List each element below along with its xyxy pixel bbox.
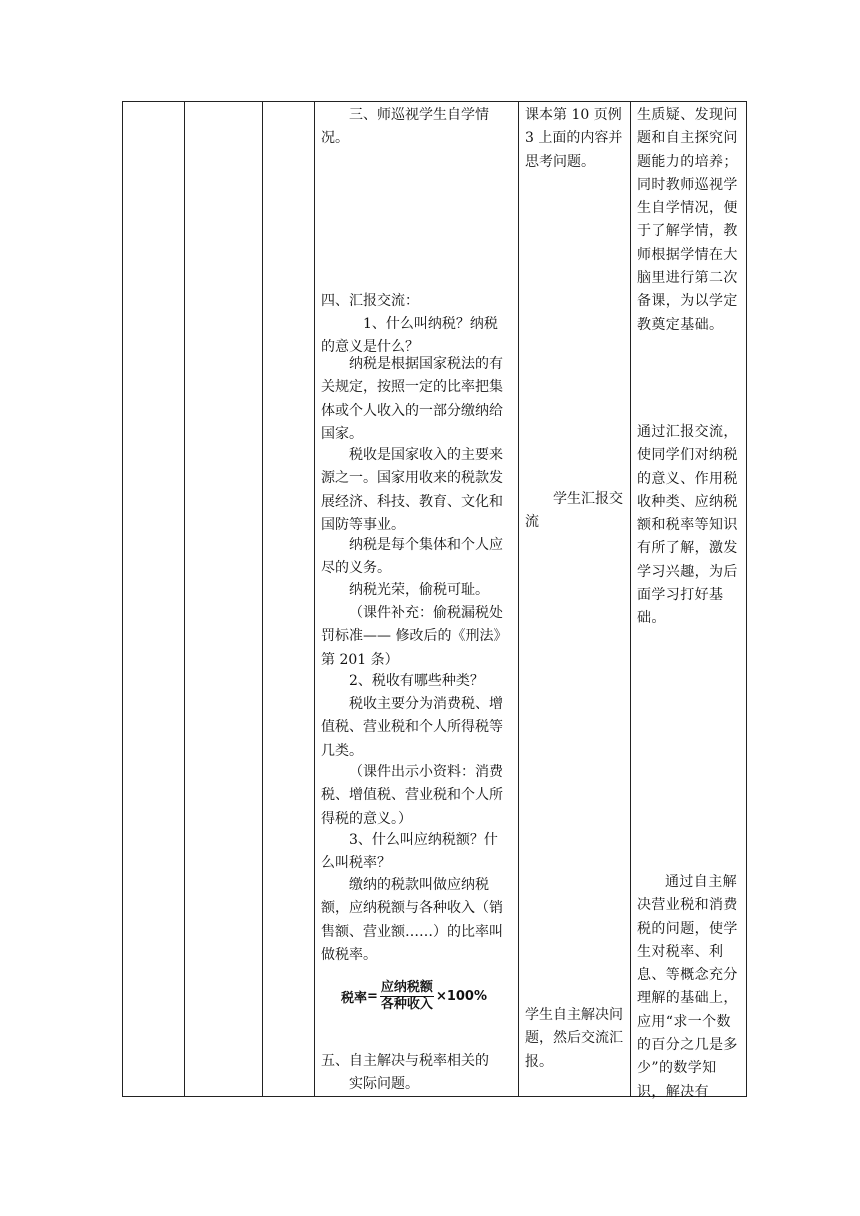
intent-solve: 通过自主解决营业税和消费税的问题，使学生对税率、利息、等概念充分理解的基础上，应用“求一个数的百分之几是多少”的数学知识，解决有 bbox=[637, 874, 738, 1100]
tax-rate-definition: 缴纳的税款叫做应纳税额，应纳税额与各种收入（销售额、营业额……）的比率叫做税率。 bbox=[321, 877, 503, 963]
formula-lhs: 税率 bbox=[341, 991, 368, 1006]
step-three-text: 三、师巡视学生自学情况。 bbox=[321, 107, 489, 147]
courseware-supplement: （课件补充：偷税漏税处罚标准—— 修改后的《刑法》第 201 条） bbox=[321, 605, 508, 668]
student-solve: 学生自主解决问题，然后交流汇报。 bbox=[525, 1007, 623, 1070]
empty-cell-2 bbox=[185, 102, 263, 1097]
tax-types: 税收主要分为消费税、增值税、营业税和个人所得税等几类。 bbox=[321, 696, 503, 759]
courseware-material: （课件出示小资料：消费税、增值税、营业税和个人所得税的意义。） bbox=[321, 764, 503, 827]
tax-rate-formula bbox=[341, 980, 487, 1013]
empty-cell-3 bbox=[263, 102, 315, 1097]
question-three: 3、什么叫应纳税额？什么叫税率？ bbox=[321, 832, 498, 872]
teaching-process-cell bbox=[315, 102, 519, 1097]
intent-report: 通过汇报交流，使同学们对纳税的意义、作用税收种类、应纳税额和税率等知识有所了解，激发学习兴趣，为后面学习打好基础。 bbox=[637, 424, 738, 627]
tax-definition: 纳税是根据国家税法的有关规定，按照一定的比率把集体或个人收入的一部分缴纳给国家。 bbox=[321, 356, 503, 442]
student-activity-cell bbox=[519, 102, 631, 1097]
step-five-heading-cont: 实际问题。 bbox=[349, 1076, 419, 1092]
lesson-plan-table bbox=[122, 101, 747, 1100]
tax-honor: 纳税光荣，偷税可耻。 bbox=[349, 582, 489, 598]
formula-fraction bbox=[380, 980, 434, 1013]
empty-cell-1 bbox=[123, 102, 185, 1097]
formula-numerator: 应纳税额 bbox=[380, 980, 433, 995]
formula-equals: = bbox=[367, 989, 378, 1004]
tax-source: 税收是国家收入的主要来源之一。国家用收来的税款发展经济、科技、教育、文化和国防等事业。 bbox=[321, 447, 503, 533]
question-one: 1、什么叫纳税？纳税的意义是什么？ bbox=[321, 316, 498, 356]
question-two: 2、税收有哪些种类？ bbox=[349, 673, 484, 689]
formula-times: ×100% bbox=[435, 989, 487, 1004]
step-five-heading: 五、自主解决与税率相关的 bbox=[321, 1053, 489, 1069]
step-four-heading: 四、汇报交流： bbox=[321, 293, 419, 309]
intent-self-study: 生质疑、发现问题和自主探究问题能力的培养；同时教师巡视学生自学情况，便于了解学情，教师根据学情在大脑里进行第二次备课，为以学定教奠定基础。 bbox=[637, 107, 738, 333]
formula-denominator: 各种收入 bbox=[380, 997, 433, 1012]
student-report: 学生汇报交流 bbox=[525, 491, 623, 531]
design-intent-cell bbox=[631, 102, 747, 1100]
tax-duty: 纳税是每个集体和个人应尽的义务。 bbox=[321, 537, 503, 577]
textbook-reading: 课本第 10 页例 3 上面的内容并思考问题。 bbox=[525, 107, 623, 170]
